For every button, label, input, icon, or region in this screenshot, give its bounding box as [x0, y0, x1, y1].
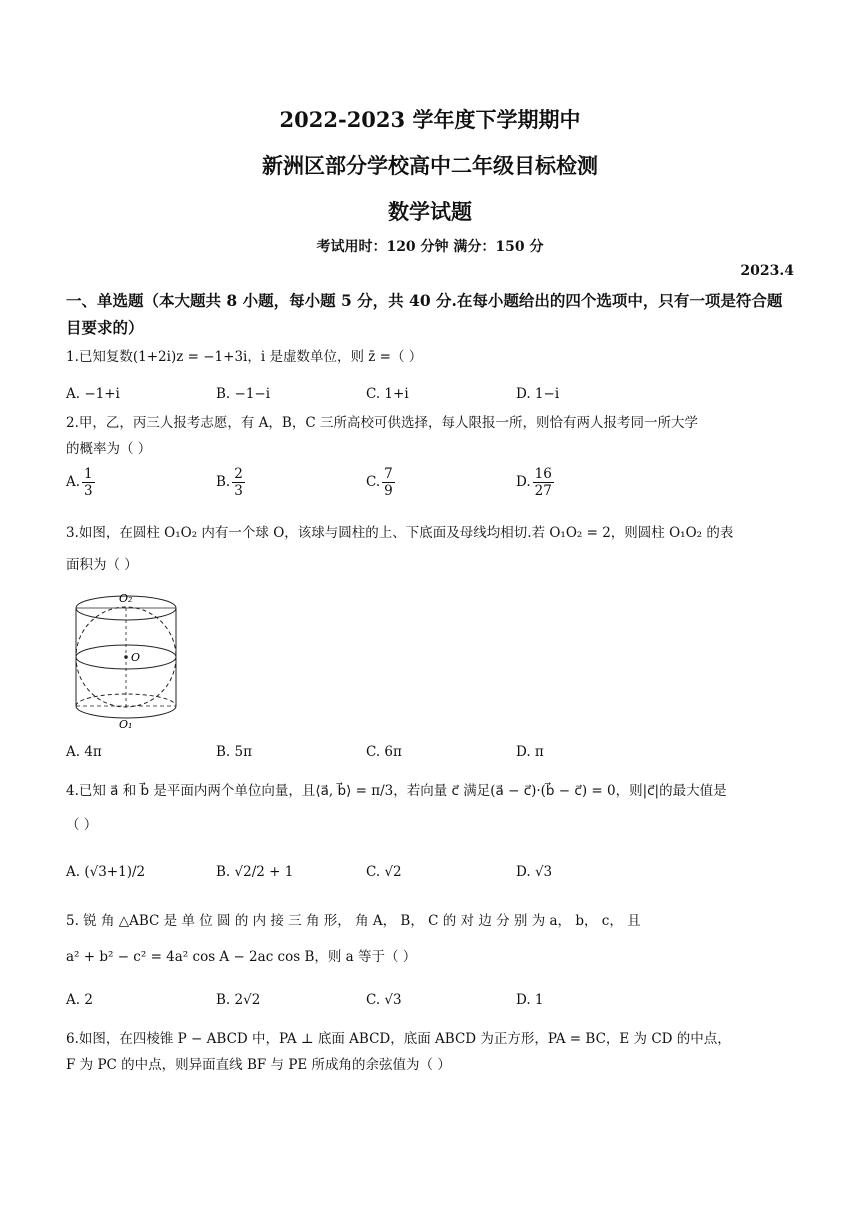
- q4-option-c: C. √2: [366, 864, 402, 880]
- label-o1: O₁: [119, 718, 133, 731]
- title-line-1: 2022-2023 学年度下学期期中: [279, 107, 581, 132]
- title-line-3: 数学试题: [388, 199, 472, 224]
- exam-date: 2023.4: [740, 263, 794, 279]
- q5-option-b: B. 2√2: [216, 992, 261, 1008]
- section-heading: 一、单选题（本大题共 8 小题，每小题 5 分，共 40 分.在每小题给出的四个选项中，只有一项是符合题目要求的）: [66, 291, 783, 337]
- q1-option-a: A. −1+i: [66, 386, 120, 402]
- q2-option-b: B. $\frac{2}{3}$: [216, 466, 243, 499]
- q1-option-c: C. 1+i: [366, 386, 409, 402]
- q1-stem: 1.已知复数(1+2i)z = −1+3i，i 是虚数单位，则 z̄ =（ ）: [66, 349, 423, 365]
- q6-stem-line-2: F 为 PC 的中点，则异面直线 BF 与 PE 所成角的余弦值为（ ）: [66, 1057, 451, 1073]
- q5-option-c: C. √3: [366, 992, 402, 1008]
- cylinder-diagram: [70, 588, 182, 732]
- q6-stem-line-1: 6.如图，在四棱锥 P − ABCD 中，PA ⊥ 底面 ABCD，底面 ABCD 为正方形，PA = BC，E 为 CD 的中点，: [66, 1031, 731, 1047]
- bottom-base-front: [76, 706, 176, 718]
- q3-option-c: C. 6π: [366, 744, 402, 760]
- q2-stem-line-1: 2.甲，乙，丙三人报考志愿，有 A，B，C 三所高校可供选择，每人限报一所，则恰有两人报考同一所大学: [66, 415, 698, 431]
- q3-stem-line-2: 面积为（ ）: [66, 557, 138, 573]
- q3-option-d: D. π: [516, 744, 544, 760]
- q3-stem-line-1: 3.如图，在圆柱 O₁O₂ 内有一个球 O，该球与圆柱的上、下底面及母线均相切.若 O₁O₂ = 2，则圆柱 O₁O₂ 的表: [66, 525, 734, 541]
- q4-option-a: A. (√3+1)/2: [66, 864, 146, 880]
- center-point: [124, 655, 128, 659]
- q5-option-d: D. 1: [516, 992, 544, 1008]
- cylinder-sphere-figure: [70, 588, 182, 732]
- label-o2: O₂: [119, 592, 133, 605]
- q5-stem-line-2: a² + b² − c² = 4a² cos A − 2ac cos B，则 a 等于（ ）: [66, 949, 417, 965]
- q2-option-c: C. $\frac{7}{9}$: [366, 466, 393, 499]
- label-o: O: [131, 651, 141, 664]
- q4-stem-line-1: 4.已知 a⃗ 和 b⃗ 是平面内两个单位向量，且⟨a⃗, b⃗⟩ = π/3，若向量 c⃗ 满足(a⃗ − c⃗)·(b⃗ − c⃗) = 0，则|c⃗|的最大值是: [66, 783, 727, 799]
- q1-option-b: B. −1−i: [216, 386, 271, 402]
- q5-stem-line-1: 5. 锐 角 △ABC 是 单 位 圆 的 内 接 三 角 形， 角 A， B， C 的 对 边 分 别 为 a， b， c， 且: [66, 913, 641, 929]
- exam-info: 考试用时：120 分钟 满分：150 分: [316, 239, 544, 255]
- q3-option-a: A. 4π: [66, 744, 102, 760]
- q2-option-d: D. $\frac{16}{27}$: [516, 466, 552, 499]
- q2-stem-line-2: 的概率为（ ）: [66, 441, 152, 457]
- q4-stem-line-2: （ ）: [66, 817, 98, 833]
- q4-option-d: D. √3: [516, 864, 553, 880]
- q4-option-b: B. √2/2 + 1: [216, 864, 294, 880]
- title-line-2: 新洲区部分学校高中二年级目标检测: [262, 153, 598, 178]
- q5-option-a: A. 2: [66, 992, 93, 1008]
- q3-option-b: B. 5π: [216, 744, 252, 760]
- q2-option-a: A. $\frac{1}{3}$: [66, 466, 93, 499]
- q1-option-d: D. 1−i: [516, 386, 560, 402]
